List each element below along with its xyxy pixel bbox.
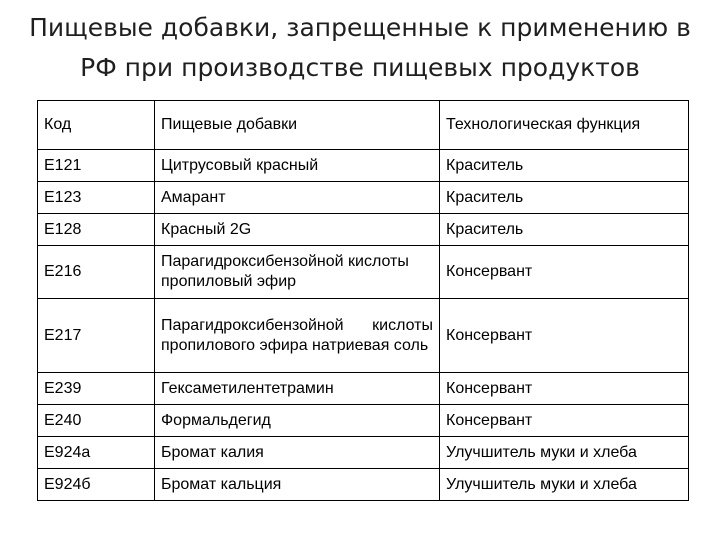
cell-function: Краситель bbox=[440, 150, 689, 182]
table-header-row bbox=[38, 101, 689, 150]
table-row bbox=[38, 246, 689, 299]
page-title-line-2: РФ при производстве пищевых продуктов bbox=[80, 53, 640, 82]
table-row bbox=[38, 182, 689, 214]
cell-function: Улучшитель муки и хлеба bbox=[440, 437, 689, 469]
cell-function: Консервант bbox=[440, 299, 689, 373]
cell-additive: Амарант bbox=[155, 182, 440, 214]
additives-table bbox=[37, 100, 689, 501]
cell-code: Е123 bbox=[38, 182, 155, 214]
table-row bbox=[38, 373, 689, 405]
table-row bbox=[38, 437, 689, 469]
cell-code: Е217 bbox=[38, 299, 155, 373]
cell-additive: Красный 2G bbox=[155, 214, 440, 246]
header-function: Технологическая функция bbox=[440, 101, 689, 150]
cell-function: Краситель bbox=[440, 214, 689, 246]
table-row bbox=[38, 405, 689, 437]
cell-additive: Бромат кальция bbox=[155, 469, 440, 501]
cell-additive: Бромат калия bbox=[155, 437, 440, 469]
cell-additive: Цитрусовый красный bbox=[155, 150, 440, 182]
cell-code: Е924б bbox=[38, 469, 155, 501]
cell-function: Консервант bbox=[440, 373, 689, 405]
cell-additive: Парагидроксибензойной кислоты пропиловый эфир bbox=[155, 246, 440, 299]
table-row bbox=[38, 214, 689, 246]
cell-code: Е240 bbox=[38, 405, 155, 437]
cell-function: Консервант bbox=[440, 405, 689, 437]
cell-code: Е239 bbox=[38, 373, 155, 405]
cell-additive: Формальдегид bbox=[155, 405, 440, 437]
page-title-line-1: Пищевые добавки, запрещенные к применению в bbox=[29, 13, 691, 42]
header-code: Код bbox=[38, 101, 155, 150]
cell-function: Улучшитель муки и хлеба bbox=[440, 469, 689, 501]
cell-code: Е121 bbox=[38, 150, 155, 182]
table-row bbox=[38, 150, 689, 182]
table-row bbox=[38, 469, 689, 501]
cell-additive: Парагидроксибензойной кислоты пропилового эфира натриевая соль bbox=[155, 299, 440, 373]
header-additive: Пищевые добавки bbox=[155, 101, 440, 150]
page-title bbox=[0, 8, 720, 88]
cell-code: Е216 bbox=[38, 246, 155, 299]
table-row bbox=[38, 299, 689, 373]
cell-code: Е924а bbox=[38, 437, 155, 469]
cell-code: Е128 bbox=[38, 214, 155, 246]
cell-additive: Гексаметилентетрамин bbox=[155, 373, 440, 405]
cell-function: Краситель bbox=[440, 182, 689, 214]
cell-function: Консервант bbox=[440, 246, 689, 299]
